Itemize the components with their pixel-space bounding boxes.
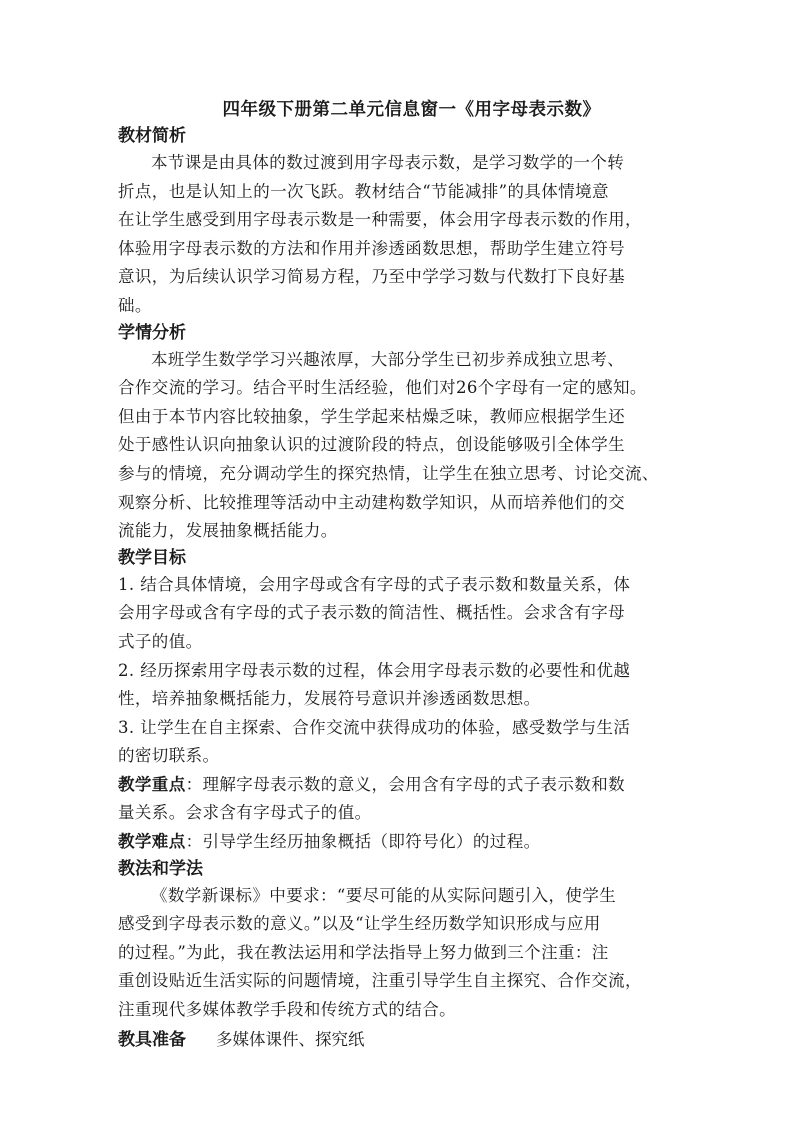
text-line: 注重现代多媒体教学手段和传统方式的结合。 (118, 1000, 456, 1020)
goal-item-3 (118, 714, 683, 771)
teaching-tools-text: 多媒体课件、探究纸 (216, 1029, 365, 1049)
textbook-analysis-heading: 教材简析 (118, 126, 186, 146)
text-line: 本节课是由具体的数过渡到用字母表示数，是学习数学的一个转 (151, 153, 625, 172)
text-line (118, 771, 683, 800)
text-line: 的过程。”为此，我在教法运用和学法指导上努力做到三个注重：注 (118, 942, 609, 962)
text-line: 会用字母或含有字母的式子表示数的简洁性、概括性。会求含有字母 (118, 603, 625, 623)
text-line: 重创设贴近生活实际的问题情境，注重引导学生自主探究、合作交流， (118, 971, 642, 991)
text-line: 流能力，发展抽象概括能力。 (118, 521, 338, 541)
key-point-label: 教学重点 (118, 774, 186, 794)
text-line: 量关系。会求含有字母式子的值。 (118, 803, 372, 823)
student-analysis-heading: 学情分析 (118, 322, 186, 343)
text-line: 意识，为后续认识学习简易方程，乃至中学学习数与代数打下良好基 (118, 267, 625, 287)
difficulty-text: ：引导学生经历抽象概括（即符号化）的过程。 (185, 832, 541, 852)
text-line: 础。 (118, 295, 152, 315)
text-line: 感受到字母表示数的意义。”以及“让学生经历数学知识形成与应用 (118, 914, 601, 934)
goal-item-1 (118, 571, 683, 657)
teaching-goals-list (118, 571, 683, 771)
teaching-tools-label: 教具准备 (118, 1029, 186, 1050)
document-page (118, 98, 683, 1055)
key-point-paragraph (118, 771, 683, 828)
document-title: 四年级下册第二单元信息窗一《用字母表示数》 (222, 100, 601, 120)
goal-item-2 (118, 657, 683, 714)
teaching-tools-row (118, 1025, 683, 1055)
text-line: 处于感性认识向抽象认识的过渡阶段的特点，创设能够吸引全体学生 (118, 435, 625, 455)
methods-paragraph (118, 882, 683, 1025)
text-line: 式子的值。 (118, 631, 203, 651)
text-line: 本班学生数学学习兴趣浓厚，大部分学生已初步养成独立思考、 (151, 349, 625, 369)
difficulty-label: 教学难点 (118, 832, 186, 852)
text-line: 但由于本节内容比较抽象，学生学起来枯燥乏味，教师应根据学生还 (118, 406, 625, 426)
text-line: 的密切联系。 (118, 746, 220, 766)
text-line: 2. 经历探索用字母表示数的过程，体会用字母表示数的必要性和优越 (118, 660, 631, 680)
methods-heading: 教法和学法 (118, 858, 203, 879)
key-point-text: ：理解字母表示数的意义，会用含有字母的式子表示数和数 (185, 774, 626, 794)
text-line: 在让学生感受到用字母表示数是一种需要，体会用字母表示数的作用， (118, 210, 642, 230)
textbook-analysis-paragraph (118, 149, 683, 321)
text-line: 《数学新课标》中要求：“要尽可能的从实际问题引入，使学生 (151, 885, 617, 905)
text-line: 3. 让学生在自主探索、合作交流中获得成功的体验，感受数学与生活 (118, 717, 631, 737)
difficulty-paragraph (118, 828, 683, 857)
text-line: 体验用字母表示数的方法和作用并渗透函数思想，帮助学生建立符号 (118, 238, 625, 258)
text-line: 折点，也是认知上的一次飞跃。教材结合“节能减排”的具体情境意 (118, 181, 609, 201)
teaching-goals-heading: 教学目标 (118, 547, 186, 568)
student-analysis-paragraph (118, 346, 683, 546)
text-line: 性，培养抽象概括能力，发展符号意识并渗透函数思想。 (118, 689, 541, 709)
text-line: 1. 结合具体情境，会用字母或含有字母的式子表示数和数量关系，体 (118, 574, 631, 594)
text-line: 合作交流的学习。结合平时生活经验，他们对26个字母有一定的感知。 (118, 378, 647, 398)
text-line: 观察分析、比较推理等活动中主动建构数学知识，从而培养他们的交 (118, 492, 625, 512)
text-line (118, 828, 683, 857)
text-line: 参与的情境，充分调动学生的探究热情，让学生在独立思考、讨论交流、 (118, 463, 659, 483)
